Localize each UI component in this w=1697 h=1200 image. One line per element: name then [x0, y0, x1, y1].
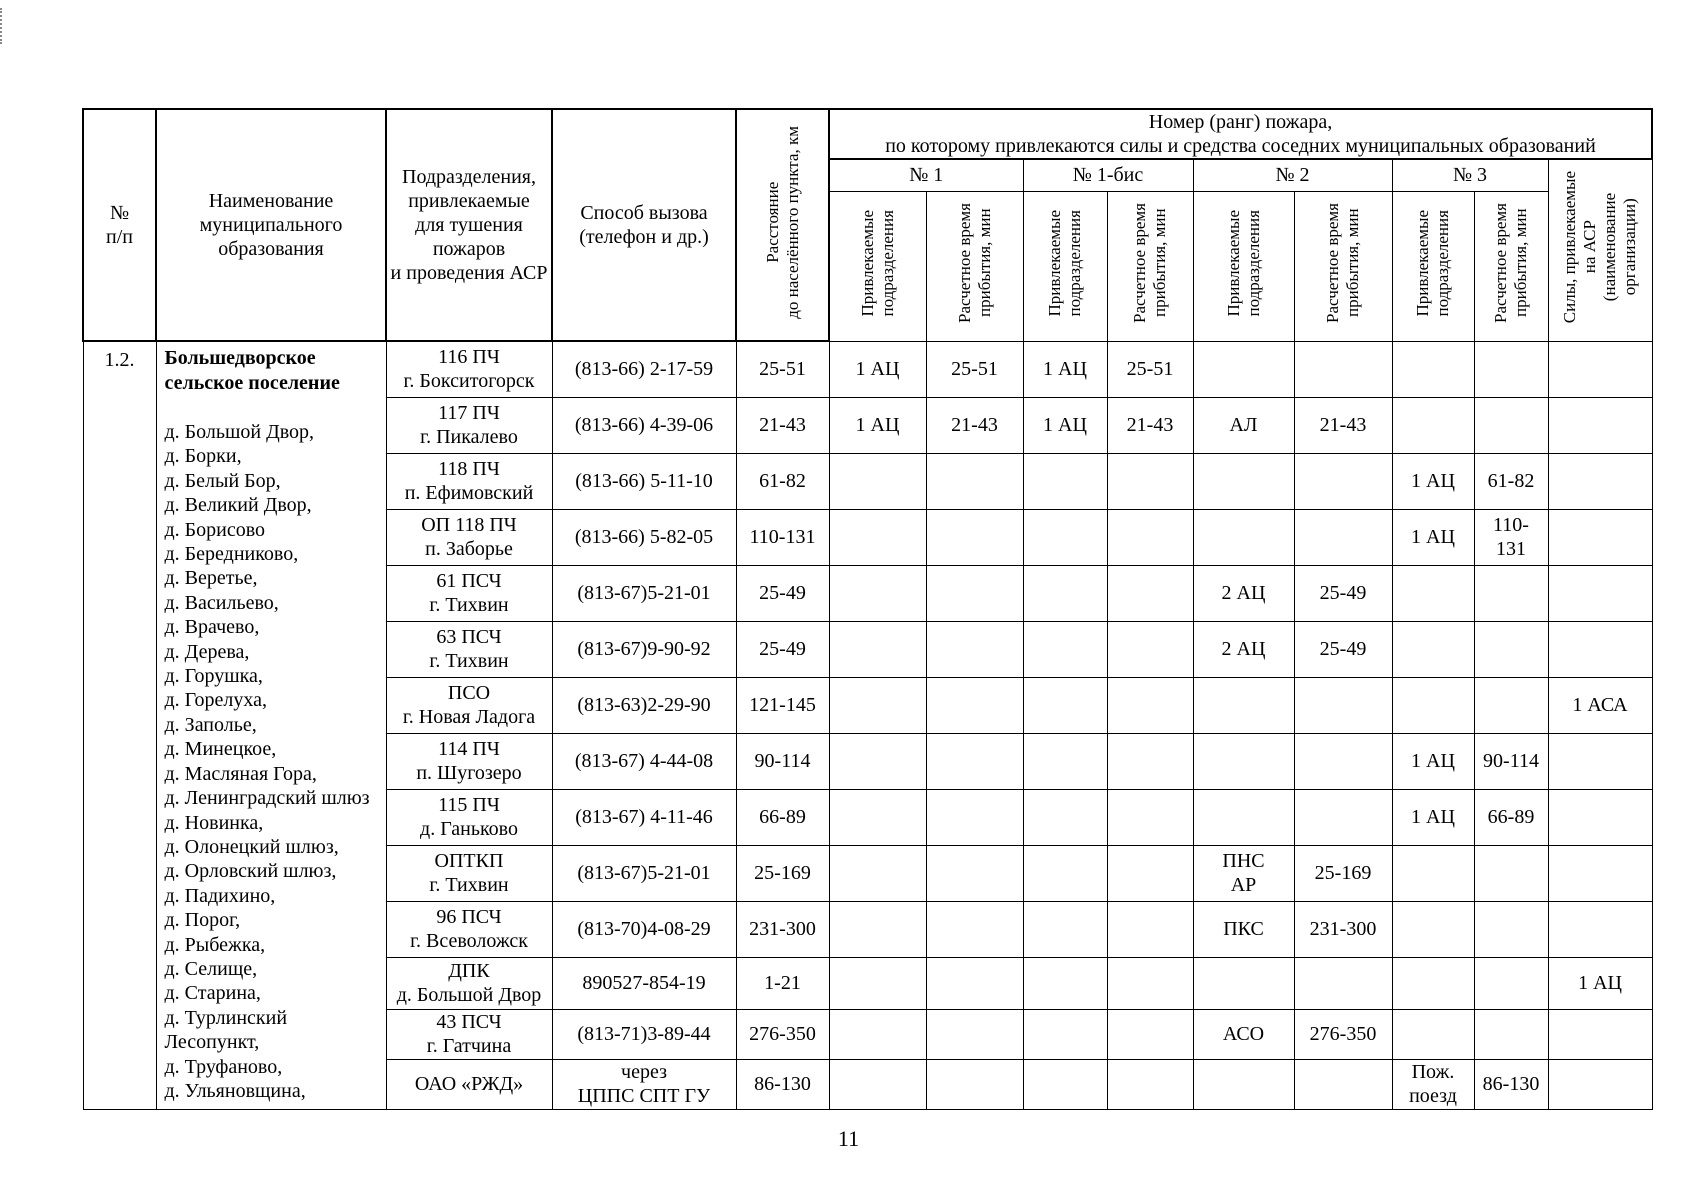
rank-1-units-cell: 1 АЦ: [829, 341, 926, 397]
village-item: д. Олонецкий шлюз,: [164, 835, 339, 858]
distance-cell: 25-49: [736, 621, 829, 677]
header-units: Подразделения, привлекаемые для тушения пожаров и проведения АСР: [386, 109, 552, 341]
rank-2-time-cell: 276-350: [1294, 1009, 1392, 1059]
rank-2-units-cell: [1193, 341, 1294, 397]
call-cell: (813-67)5-21-01: [552, 565, 736, 621]
section-municipality-cell: [156, 341, 386, 1109]
rank-2-units-cell: [1193, 733, 1294, 789]
rank-1-units-cell: [829, 1009, 926, 1059]
header-rank-3-units-text: Привлекаемые подразделения: [1413, 209, 1452, 317]
distance-cell: 86-130: [736, 1059, 829, 1109]
rank-2-units-cell: АЛ: [1193, 397, 1294, 453]
rank-3-units-cell: 1 АЦ: [1392, 733, 1474, 789]
rank-2-time-cell: 25-169: [1294, 845, 1392, 901]
header-number: № п/п: [83, 109, 156, 341]
rank-1-units-cell: [829, 677, 926, 733]
call-cell: (813-71)3-89-44: [552, 1009, 736, 1059]
rank-1-time-cell: [926, 789, 1023, 845]
distance-cell: 231-300: [736, 901, 829, 957]
unit-cell: ОП 118 ПЧ п. Заборье: [386, 509, 552, 565]
rank-1bis-time-cell: [1107, 453, 1193, 509]
rank-3-units-cell: [1392, 957, 1474, 1009]
header-rank-1-units: [829, 191, 926, 341]
rank-1bis-units-cell: [1023, 1059, 1107, 1109]
asr-forces-cell: [1548, 789, 1652, 845]
call-cell: (813-67)9-90-92: [552, 621, 736, 677]
rank-3-units-cell: 1 АЦ: [1392, 453, 1474, 509]
rank-1bis-time-cell: [1107, 1009, 1193, 1059]
rank-1-time-cell: 21-43: [926, 397, 1023, 453]
rank-3-time-cell: 66-89: [1474, 789, 1548, 845]
rank-1-units-cell: [829, 565, 926, 621]
distance-cell: 90-114: [736, 733, 829, 789]
asr-forces-cell: [1548, 733, 1652, 789]
rank-1-units-cell: [829, 509, 926, 565]
rank-1bis-time-cell: 25-51: [1107, 341, 1193, 397]
asr-forces-cell: [1548, 1059, 1652, 1109]
rank-1bis-units-cell: 1 АЦ: [1023, 341, 1107, 397]
village-item: д. Васильево,: [164, 591, 279, 614]
village-item: д. Новинка,: [164, 811, 264, 834]
asr-forces-cell: 1 АЦ: [1548, 957, 1652, 1009]
village-item: д. Ленинградский шлюз: [164, 787, 370, 810]
distance-cell: 110-131: [736, 509, 829, 565]
header-fire-rank: Номер (ранг) пожара, по которому привлекаются силы и средства соседних муниципальных образований: [829, 109, 1652, 159]
rank-1bis-units-cell: [1023, 845, 1107, 901]
village-list: [165, 420, 380, 1103]
distance-cell: 1-21: [736, 957, 829, 1009]
village-item: д. Масляная Гора,: [164, 762, 317, 785]
rank-3-time-cell: [1474, 845, 1548, 901]
call-cell: (813-67) 4-11-46: [552, 789, 736, 845]
village-item: д. Веретье,: [164, 567, 258, 590]
rank-1-time-cell: [926, 621, 1023, 677]
rank-3-units-cell: [1392, 677, 1474, 733]
unit-cell: 96 ПСЧ г. Всеволожск: [386, 901, 552, 957]
rank-1bis-units-cell: [1023, 901, 1107, 957]
rank-1bis-time-cell: [1107, 677, 1193, 733]
rank-1-units-cell: [829, 1059, 926, 1109]
header-rank-2-units: [1193, 191, 1294, 341]
asr-forces-cell: [1548, 1009, 1652, 1059]
rank-2-time-cell: [1294, 677, 1392, 733]
header-asr-forces: [1548, 159, 1652, 341]
distance-cell: 121-145: [736, 677, 829, 733]
asr-forces-cell: [1548, 397, 1652, 453]
distance-cell: 25-51: [736, 341, 829, 397]
table-row: [83, 341, 1652, 397]
unit-cell: ОАО «РЖД»: [386, 1059, 552, 1109]
call-cell: (813-66) 5-11-10: [552, 453, 736, 509]
section-number: 1.2.: [83, 341, 156, 1109]
rank-1-units-cell: [829, 789, 926, 845]
rank-1bis-units-cell: [1023, 1009, 1107, 1059]
header-rank-1-units-text: Привлекаемые подразделения: [857, 209, 897, 317]
rank-3-time-cell: 90-114: [1474, 733, 1548, 789]
rank-3-time-cell: [1474, 341, 1548, 397]
rank-1-units-cell: [829, 733, 926, 789]
unit-cell: 118 ПЧ п. Ефимовский: [386, 453, 552, 509]
unit-cell: 117 ПЧ г. Пикалево: [386, 397, 552, 453]
rank-3-units-cell: [1392, 901, 1474, 957]
rank-1bis-units-cell: 1 АЦ: [1023, 397, 1107, 453]
header-municipality: Наименование муниципального образования: [156, 109, 386, 341]
rank-1bis-units-cell: [1023, 677, 1107, 733]
rank-1bis-units-cell: [1023, 453, 1107, 509]
call-cell: (813-66) 5-82-05: [552, 509, 736, 565]
village-item: д. Бередниково,: [164, 543, 299, 566]
rank-2-time-cell: 21-43: [1294, 397, 1392, 453]
rank-2-time-cell: [1294, 1059, 1392, 1109]
rank-3-units-cell: [1392, 621, 1474, 677]
rank-1bis-time-cell: [1107, 733, 1193, 789]
rank-1-time-cell: [926, 565, 1023, 621]
fire-deployment-table: [82, 108, 1653, 1110]
rank-3-time-cell: [1474, 397, 1548, 453]
header-rank-3: № 3: [1392, 159, 1548, 191]
rank-2-time-cell: [1294, 957, 1392, 1009]
asr-forces-cell: [1548, 901, 1652, 957]
rank-3-time-cell: [1474, 901, 1548, 957]
header-rank-3-time-text: Расчетное время прибытия, мин: [1491, 203, 1530, 323]
rank-2-units-cell: 2 АЦ: [1193, 621, 1294, 677]
village-item: Лесопункт,: [164, 1031, 260, 1054]
section-title: Большедворское сельское поселение: [164, 347, 340, 394]
call-cell: 890527-854-19: [552, 957, 736, 1009]
village-item: д. Белый Бор,: [164, 469, 281, 492]
rank-1-time-cell: [926, 1009, 1023, 1059]
rank-1-units-cell: [829, 845, 926, 901]
unit-cell: ПСО г. Новая Ладога: [386, 677, 552, 733]
header-rank-1bis-time-text: Расчетное время прибытия, мин: [1130, 203, 1169, 323]
village-item: д. Врачево,: [164, 616, 260, 639]
distance-cell: 276-350: [736, 1009, 829, 1059]
rank-1bis-time-cell: [1107, 1059, 1193, 1109]
rank-2-time-cell: 231-300: [1294, 901, 1392, 957]
distance-cell: 61-82: [736, 453, 829, 509]
rank-1-time-cell: [926, 901, 1023, 957]
rank-2-time-cell: [1294, 733, 1392, 789]
unit-cell: ДПК д. Большой Двор: [386, 957, 552, 1009]
header-rank-1-time: [926, 191, 1023, 341]
rank-3-time-cell: 61-82: [1474, 453, 1548, 509]
rank-2-time-cell: [1294, 453, 1392, 509]
rank-1-time-cell: [926, 453, 1023, 509]
village-item: д. Великий Двор,: [164, 494, 312, 517]
rank-2-time-cell: 25-49: [1294, 621, 1392, 677]
rank-1-time-cell: [926, 509, 1023, 565]
distance-cell: 25-169: [736, 845, 829, 901]
rank-3-units-cell: [1392, 397, 1474, 453]
rank-1bis-units-cell: [1023, 621, 1107, 677]
header-rank-2: № 2: [1193, 159, 1392, 191]
rank-2-units-cell: ПКС: [1193, 901, 1294, 957]
village-item: д. Горушка,: [164, 665, 263, 688]
unit-cell: 61 ПСЧ г. Тихвин: [386, 565, 552, 621]
header-asr-forces-text: Силы, привлекаемые на АСР (наименование организации): [1560, 171, 1640, 324]
rank-2-units-cell: [1193, 453, 1294, 509]
header-rank-1bis-units-text: Привлекаемые подразделения: [1045, 209, 1084, 317]
rank-1-time-cell: [926, 845, 1023, 901]
distance-cell: 66-89: [736, 789, 829, 845]
rank-2-units-cell: ПНС АР: [1193, 845, 1294, 901]
rank-3-time-cell: 86-130: [1474, 1059, 1548, 1109]
rank-1-units-cell: [829, 901, 926, 957]
village-item: д. Турлинский: [164, 1006, 288, 1029]
rank-3-time-cell: [1474, 1009, 1548, 1059]
rank-3-units-cell: 1 АЦ: [1392, 509, 1474, 565]
rank-2-units-cell: [1193, 789, 1294, 845]
village-item: д. Борки,: [164, 445, 242, 468]
header-rank-1bis-time: [1107, 191, 1193, 341]
page-number: 11: [837, 1126, 860, 1151]
call-cell: (813-63)2-29-90: [552, 677, 736, 733]
header-rank-1-time-text: Расчетное время прибытия, мин: [954, 203, 994, 323]
rank-1-units-cell: [829, 621, 926, 677]
rank-1bis-time-cell: [1107, 845, 1193, 901]
village-item: д. Минецкое,: [164, 738, 277, 761]
distance-cell: 25-49: [736, 565, 829, 621]
rank-3-units-cell: 1 АЦ: [1392, 789, 1474, 845]
rank-1bis-time-cell: [1107, 957, 1193, 1009]
rank-1bis-time-cell: [1107, 901, 1193, 957]
distance-cell: 21-43: [736, 397, 829, 453]
village-item: д. Труфаново,: [164, 1055, 283, 1078]
rank-1bis-time-cell: 21-43: [1107, 397, 1193, 453]
call-cell: через ЦППС СПТ ГУ: [552, 1059, 736, 1109]
rank-2-time-cell: [1294, 509, 1392, 565]
village-item: д. Борисово: [164, 518, 266, 541]
rank-1bis-time-cell: [1107, 509, 1193, 565]
rank-1bis-units-cell: [1023, 957, 1107, 1009]
call-cell: (813-67)5-21-01: [552, 845, 736, 901]
village-item: д. Селище,: [164, 957, 258, 980]
rank-1bis-units-cell: [1023, 509, 1107, 565]
rank-1-units-cell: [829, 957, 926, 1009]
rank-2-units-cell: АСО: [1193, 1009, 1294, 1059]
rank-1bis-time-cell: [1107, 621, 1193, 677]
header-rank-3-time: [1474, 191, 1548, 341]
village-item: д. Ульяновщина,: [164, 1079, 306, 1102]
rank-1-time-cell: [926, 1059, 1023, 1109]
rank-1bis-time-cell: [1107, 789, 1193, 845]
rank-3-units-cell: [1392, 341, 1474, 397]
rank-2-time-cell: [1294, 789, 1392, 845]
header-distance-text: Расстояние до населённого пункта, км: [762, 125, 802, 319]
rank-2-units-cell: [1193, 677, 1294, 733]
asr-forces-cell: [1548, 845, 1652, 901]
call-cell: (813-67) 4-44-08: [552, 733, 736, 789]
rank-3-units-cell: [1392, 845, 1474, 901]
call-cell: (813-70)4-08-29: [552, 901, 736, 957]
scan-edge-mark: [0, 8, 4, 44]
header-rank-1bis: № 1-бис: [1023, 159, 1193, 191]
rank-3-time-cell: 110- 131: [1474, 509, 1548, 565]
rank-1-time-cell: 25-51: [926, 341, 1023, 397]
village-item: д. Порог,: [164, 909, 241, 932]
asr-forces-cell: [1548, 453, 1652, 509]
rank-1bis-units-cell: [1023, 565, 1107, 621]
header-rank-1bis-units: [1023, 191, 1107, 341]
rank-1-time-cell: [926, 957, 1023, 1009]
asr-forces-cell: [1548, 509, 1652, 565]
call-cell: (813-66) 2-17-59: [552, 341, 736, 397]
village-item: д. Старина,: [164, 982, 261, 1005]
village-item: д. Рыбежка,: [164, 933, 266, 956]
rank-2-time-cell: 25-49: [1294, 565, 1392, 621]
asr-forces-cell: 1 АСА: [1548, 677, 1652, 733]
header-distance: [736, 109, 829, 341]
rank-1bis-units-cell: [1023, 789, 1107, 845]
asr-forces-cell: [1548, 565, 1652, 621]
rank-2-units-cell: [1193, 957, 1294, 1009]
rank-1bis-time-cell: [1107, 565, 1193, 621]
fire-deployment-table-sheet: [82, 108, 1653, 1110]
rank-3-time-cell: [1474, 957, 1548, 1009]
asr-forces-cell: [1548, 341, 1652, 397]
rank-2-time-cell: [1294, 341, 1392, 397]
rank-3-time-cell: [1474, 621, 1548, 677]
village-item: д. Горелуха,: [164, 689, 267, 712]
rank-1-units-cell: [829, 453, 926, 509]
rank-3-units-cell: [1392, 565, 1474, 621]
unit-cell: 114 ПЧ п. Шугозеро: [386, 733, 552, 789]
rank-3-time-cell: [1474, 565, 1548, 621]
unit-cell: 116 ПЧ г. Бокситогорск: [386, 341, 552, 397]
rank-1-units-cell: 1 АЦ: [829, 397, 926, 453]
rank-1bis-units-cell: [1023, 733, 1107, 789]
village-item: д. Большой Двор,: [164, 421, 315, 443]
header-rank-2-time: [1294, 191, 1392, 341]
village-item: д. Падихино,: [164, 884, 276, 907]
rank-2-units-cell: 2 АЦ: [1193, 565, 1294, 621]
rank-3-units-cell: [1392, 1009, 1474, 1059]
header-rank-1: № 1: [829, 159, 1023, 191]
village-item: д. Дерева,: [164, 640, 250, 663]
unit-cell: 63 ПСЧ г. Тихвин: [386, 621, 552, 677]
asr-forces-cell: [1548, 621, 1652, 677]
header-rank-2-time-text: Расчетное время прибытия, мин: [1323, 203, 1362, 323]
village-item: д. Заполье,: [164, 713, 257, 736]
rank-1-time-cell: [926, 677, 1023, 733]
rank-2-units-cell: [1193, 509, 1294, 565]
header-call-method: Способ вызова (телефон и др.): [552, 109, 736, 341]
rank-1-time-cell: [926, 733, 1023, 789]
village-item: д. Орловский шлюз,: [164, 860, 337, 883]
rank-3-units-cell: Пож. поезд: [1392, 1059, 1474, 1109]
unit-cell: 43 ПСЧ г. Гатчина: [386, 1009, 552, 1059]
rank-3-time-cell: [1474, 677, 1548, 733]
call-cell: (813-66) 4-39-06: [552, 397, 736, 453]
unit-cell: ОПТКП г. Тихвин: [386, 845, 552, 901]
rank-2-units-cell: [1193, 1059, 1294, 1109]
header-rank-3-units: [1392, 191, 1474, 341]
unit-cell: 115 ПЧ д. Ганьково: [386, 789, 552, 845]
header-rank-2-units-text: Привлекаемые подразделения: [1223, 209, 1263, 317]
